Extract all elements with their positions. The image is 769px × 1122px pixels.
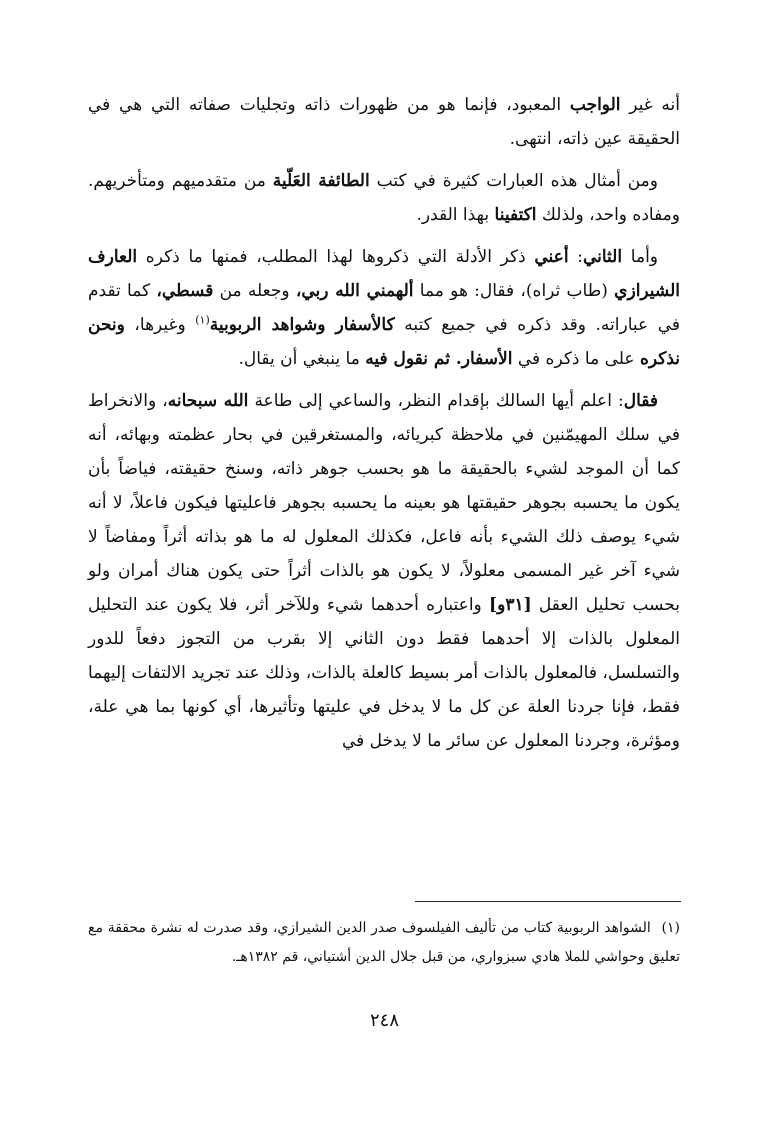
text-run: ومن أمثال هذه العبارات كثيرة في كتب <box>369 171 658 191</box>
paragraph-4 <box>88 384 680 758</box>
text-run: من متقدميهم ومتأخريهم. ومفاده واحد، ولذلك <box>88 171 680 225</box>
text-run: ، والانخراط في سلك المهيمّنين في ملاحظة كبريائه، والمستغرقين في بحار عظمته وبهائه، أنه كما أن الموجد لشيء بالحقيقة ما هو بحسب جوهر ذاته، وسنخ حقيقته، فياضاً بأن يكون ما يحسبه بجوهر حقيقتها هو بعينه ما يحسبه بجوهر فاعليتها فيكون فاعلاً، لا أنه شيء يوصف ذلك الشيء بأنه فاعل، فكذلك المعلول له ما هو بذاته أثراً ومفاضاً لا شيء آخر غير المسمى معلولاً، لا يكون هو بالذات أثراً حتى يكون هناك أمران ولو بحسب تحليل العقل <box>88 391 680 615</box>
bold-run: الطائفة العَلّية <box>272 171 370 191</box>
bold-run: كالأسفار وشواهد الربوبية <box>209 315 395 335</box>
bold-run: فقال <box>623 391 658 411</box>
text-run: أنه غير <box>620 95 680 115</box>
text-run: : اعلم أيها السالك بإقدام النظر، والساعي إلى طاعة <box>248 391 624 411</box>
footnote-number: (١) <box>661 920 681 936</box>
text-run: وغيرها، <box>124 315 196 335</box>
text-run: المعبود، فإنما هو من ظهورات ذاته وتجليات صفاته التي هي في الحقيقة عين ذاته، انتهى. <box>88 95 680 149</box>
bold-run: الواجب <box>569 95 621 115</box>
bold-run: الأسفار. ثم نقول فيه <box>365 349 513 369</box>
footnote-text: الشواهد الربوبية كتاب من تأليف الفيلسوف صدر الدين الشيرازي، وقد صدرت له نشرة محققة مع تعليق وحواشي للملا هادي سبزواري، من قبل جلال الدين أشتياني، قم ١٣٨٢هـ. <box>88 920 680 965</box>
text-run: ما ينبغي أن يقال. <box>238 349 366 369</box>
bold-run: [٣١و] <box>489 595 532 615</box>
text-run: واعتباره أحدهما شيء وللآخر أثر، فلا يكون عند التحليل المعلول بالذات إلا أحدهما فقط دون الثاني إلا بقرب من التجوز دفعاً للدور والتسلسل، فالمعلول بالذات أمر بسيط كالعلة بالذات، وذلك عند تجريد الالتفات إليهما فقط، فإنا جردنا العلة عن كل ما لا يدخل في عليتها وتأثيرها، أي كونها بما هي علة، ومؤثرة، وجردنا المعلول عن سائر ما لا يدخل في <box>88 595 680 751</box>
bold-run: الثاني <box>582 247 623 267</box>
text-run: (طاب ثراه)، فقال: هو مما <box>413 281 615 301</box>
text-run: وجعله من <box>213 281 296 301</box>
bold-run: أعني <box>534 247 569 267</box>
footnote-separator <box>415 901 681 902</box>
bold-run: ونحن نذكره <box>88 315 680 369</box>
paragraph-2 <box>88 164 680 232</box>
text-run: على ما ذكره في <box>512 349 640 369</box>
bold-run: ألهمني الله ربي، <box>295 281 414 301</box>
main-text <box>88 88 680 766</box>
text-run: بهذا القدر. <box>416 205 495 225</box>
paragraph-3 <box>88 240 680 376</box>
footnote <box>88 914 680 972</box>
text-run: : <box>568 247 583 267</box>
page-number: ٢٤٨ <box>369 1010 399 1031</box>
text-run: وأما <box>622 247 658 267</box>
text-run: كما تقدم في عباراته. وقد ذكره في جميع كتبه <box>88 281 680 335</box>
text-run: ذكر الأدلة التي ذكروها لهذا المطلب، فمنها ما ذكره <box>137 247 535 267</box>
paragraph-1 <box>88 88 680 156</box>
footnote-ref: (١) <box>195 313 210 327</box>
bold-run: العارف الشيرازي <box>88 247 680 301</box>
bold-run: اكتفينا <box>494 205 537 225</box>
bold-run: الله سبحانه <box>167 391 249 411</box>
bold-run: قسطي، <box>156 281 214 301</box>
